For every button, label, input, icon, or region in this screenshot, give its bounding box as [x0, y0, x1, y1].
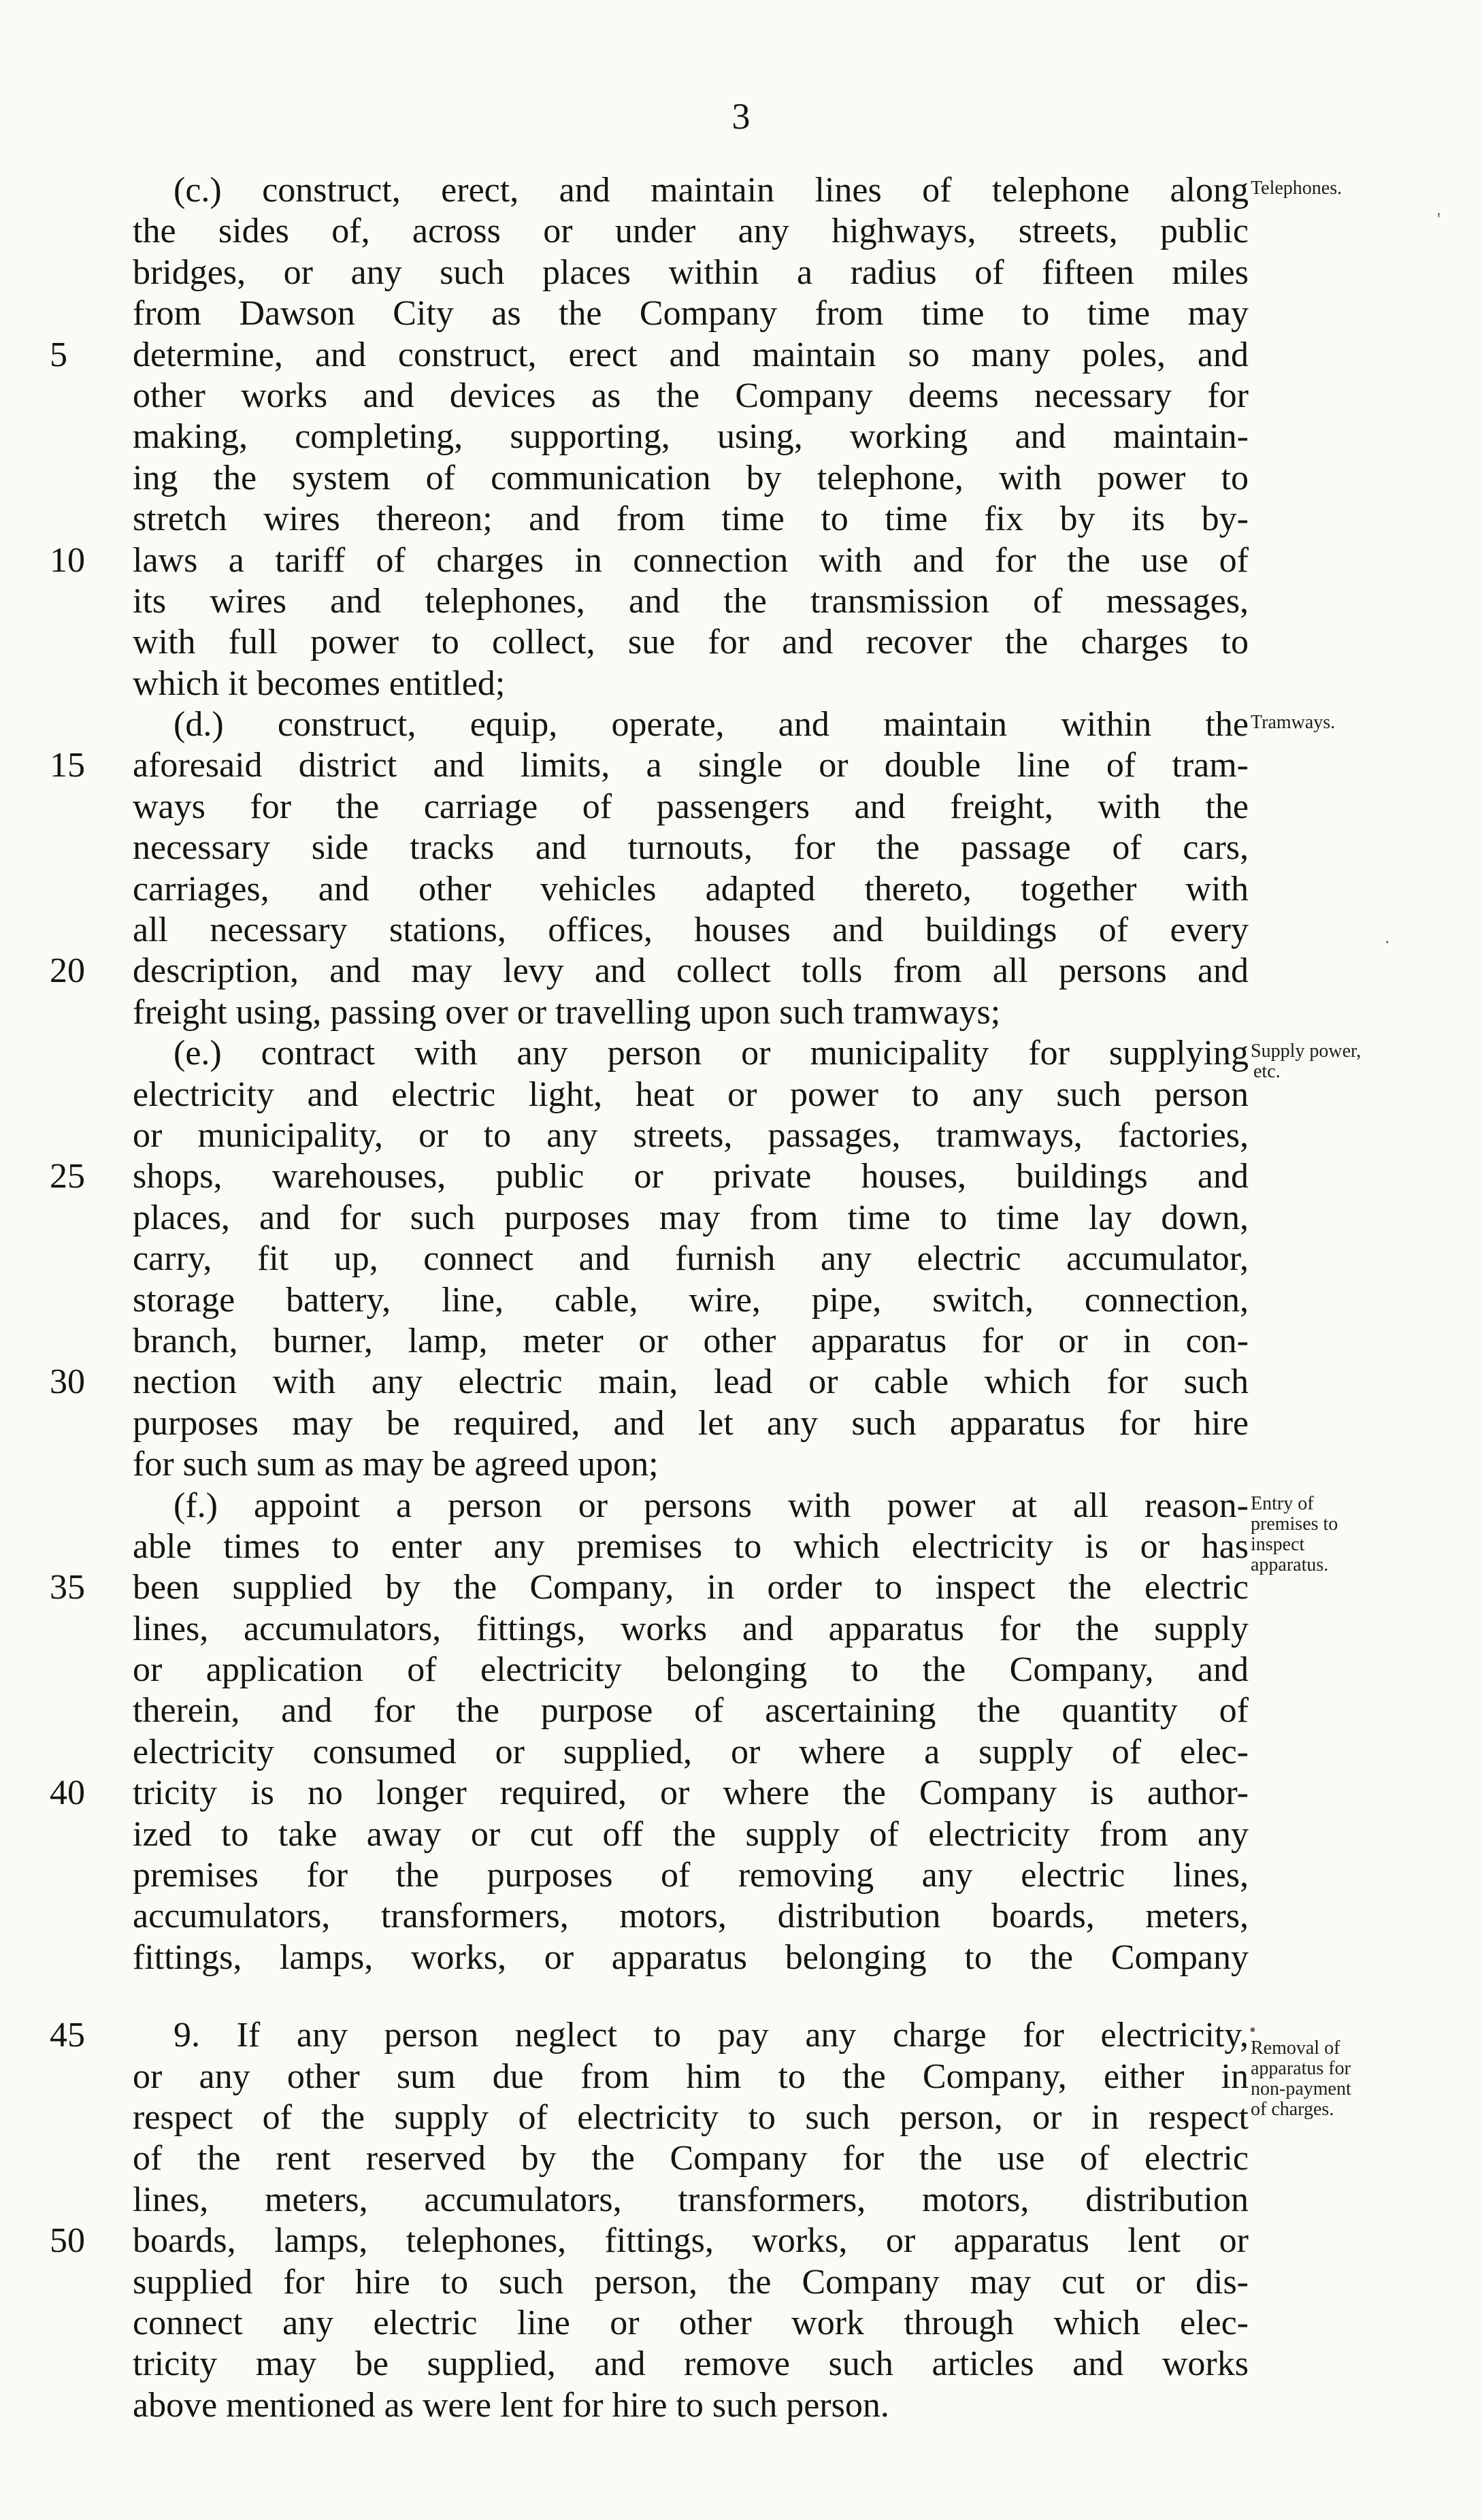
line-number: 10 [50, 540, 85, 580]
line-text: (e.) contract with any person or municipality for supplying [174, 1034, 1249, 1073]
margin-note-line: Entry of [1251, 1493, 1314, 1514]
line-number: 25 [50, 1157, 85, 1196]
text-line [133, 910, 1249, 951]
text-line [133, 992, 1249, 1033]
line-text: or any other sum due from him to the Company, either in [133, 2057, 1249, 2096]
text-line [133, 1033, 1249, 1074]
line-text: carry, fit up, connect and furnish any electric accumulator, [133, 1239, 1249, 1279]
text-line [50, 1567, 1249, 1608]
section-gap [133, 1978, 1249, 2015]
text-line [133, 622, 1249, 663]
text-line [133, 1896, 1249, 1937]
line-text: all necessary stations, offices, houses and buildings of every [133, 911, 1249, 950]
text-line [133, 1075, 1249, 1115]
text-line [133, 664, 1249, 704]
line-text: description, and may levy and collect tolls from all persons and [133, 951, 1249, 991]
text-line [133, 869, 1249, 910]
text-line [133, 1855, 1249, 1896]
print-speck: • [1249, 2020, 1256, 2041]
text-line [133, 1403, 1249, 1444]
margin-note-line: apparatus for [1251, 2058, 1351, 2079]
text-line [133, 170, 1249, 211]
line-text: electricity and electric light, heat or power to any such person [133, 1075, 1249, 1114]
line-text: above mentioned as were lent for hire to such person. [133, 2385, 889, 2425]
line-text: the sides of, across or under any highways, streets, public [133, 212, 1249, 251]
line-number: 35 [50, 1568, 85, 1607]
text-line [50, 1156, 1249, 1197]
line-text: accumulators, transformers, motors, distribution boards, meters, [133, 1897, 1249, 1936]
line-text: freight using, passing over or travelling upon such tramways; [133, 992, 1001, 1032]
text-line [133, 416, 1249, 457]
line-text: which it becomes entitled; [133, 664, 506, 703]
line-text: branch, burner, lamp, meter or other apparatus for or in con- [133, 1321, 1249, 1360]
text-line [133, 1937, 1249, 1978]
line-text: purposes may be required, and let any such apparatus for hire [133, 1403, 1249, 1443]
text-line [133, 1198, 1249, 1239]
line-text: carriages, and other vehicles adapted thereto, together with [133, 869, 1249, 909]
line-number: 20 [50, 951, 85, 991]
line-text: (c.) construct, erect, and maintain lines of telephone along [174, 171, 1249, 210]
margin-note-line: of charges. [1251, 2099, 1334, 2120]
line-text: tricity may be supplied, and remove such articles and works [133, 2344, 1249, 2384]
line-text: storage battery, line, cable, wire, pipe, switch, connection, [133, 1280, 1249, 1320]
line-text: connect any electric line or other work through which elec- [133, 2303, 1249, 2342]
margin-note-line: Supply power, [1251, 1041, 1362, 1062]
text-line [133, 1609, 1249, 1650]
margin-note-line: premises to [1251, 1513, 1338, 1535]
line-number: 50 [50, 2221, 85, 2261]
line-text: shops, warehouses, public or private houses, buildings and [133, 1157, 1249, 1196]
line-text: for such sum as may be agreed upon; [133, 1445, 659, 1484]
margin-note-telephones [1251, 178, 1342, 199]
line-text: fittings, lamps, works, or apparatus belonging to the Company [133, 1937, 1249, 1977]
line-text: electricity consumed or supplied, or where a supply of elec- [133, 1732, 1249, 1771]
text-line [133, 2057, 1249, 2097]
text-line [133, 2180, 1249, 2221]
text-line [133, 2385, 1249, 2426]
text-line [133, 2303, 1249, 2344]
text-line [133, 1650, 1249, 1690]
text-line [50, 2015, 1249, 2056]
margin-note-line: Tramways. [1251, 712, 1336, 733]
margin-note-removal-of-apparatus [1251, 2038, 1351, 2120]
margin-note-entry-of-premises [1251, 1494, 1338, 1575]
line-text: or municipality, or to any streets, passages, tramways, factories, [133, 1115, 1249, 1155]
line-text: been supplied by the Company, in order to inspect the electric [133, 1568, 1249, 1607]
line-text: nection with any electric main, lead or cable which for such [133, 1362, 1249, 1402]
margin-note-line: inspect [1251, 1534, 1305, 1555]
line-text: (f.) appoint a person or persons with power at all reason- [174, 1486, 1249, 1525]
line-number: 30 [50, 1362, 85, 1402]
text-line [133, 1814, 1249, 1855]
line-text: its wires and telephones, and the transmission of messages, [133, 581, 1249, 621]
line-text: ing the system of communication by telephone, with power to [133, 458, 1249, 497]
body-text [50, 170, 1249, 2426]
line-text: necessary side tracks and turnouts, for the passage of cars, [133, 828, 1249, 868]
text-line [133, 1732, 1249, 1773]
line-text: lines, accumulators, fittings, works and apparatus for the supply [133, 1609, 1249, 1648]
margin-note-tramways [1251, 713, 1335, 733]
line-text: bridges, or any such places within a radius of fifteen miles [133, 252, 1249, 292]
line-text: laws a tariff of charges in connection with and for the use of [133, 540, 1249, 580]
text-line [50, 951, 1249, 992]
text-line [50, 335, 1249, 376]
text-line [50, 745, 1249, 786]
text-line [133, 2344, 1249, 2385]
line-text: making, completing, supporting, using, working and maintain- [133, 417, 1249, 457]
text-line [133, 1280, 1249, 1321]
text-line [133, 1486, 1249, 1526]
line-text: determine, and construct, erect and maintain so many poles, and [133, 335, 1249, 374]
print-speck: · [1384, 932, 1391, 953]
line-text: with full power to collect, sue for and recover the charges to [133, 623, 1249, 662]
margin-note-line: etc. [1253, 1061, 1281, 1082]
line-text: or application of electricity belonging to the Company, and [133, 1650, 1249, 1690]
text-line [133, 1526, 1249, 1567]
line-number: 15 [50, 746, 85, 785]
text-line [133, 1690, 1249, 1731]
text-line [133, 787, 1249, 828]
text-line [133, 252, 1249, 293]
line-text: lines, meters, accumulators, transformers, motors, distribution [133, 2180, 1249, 2219]
line-text: from Dawson City as the Company from time to time may [133, 294, 1249, 333]
line-number: 45 [50, 2016, 85, 2055]
line-text: respect of the supply of electricity to such person, or in respect [133, 2097, 1249, 2137]
text-line [50, 1773, 1249, 1814]
line-text: ways for the carriage of passengers and freight, with the [133, 787, 1249, 826]
margin-note-line: non-payment [1251, 2078, 1351, 2099]
margin-note-line: Telephones. [1251, 178, 1343, 199]
line-number: 40 [50, 1773, 85, 1813]
text-line [133, 293, 1249, 334]
margin-note-line: Removal of [1251, 2038, 1340, 2059]
text-line [50, 540, 1249, 581]
text-line [50, 2221, 1249, 2261]
text-line [133, 2262, 1249, 2303]
line-text: 9. If any person neglect to pay any charge for electricity, [174, 2016, 1249, 2055]
text-line [133, 2097, 1249, 2138]
line-text: (d.) construct, equip, operate, and maintain within the [174, 705, 1249, 744]
text-line [133, 704, 1249, 745]
page-number: 3 [731, 96, 751, 137]
margin-note-line: apparatus. [1251, 1554, 1329, 1575]
text-line [133, 1321, 1249, 1362]
line-text: boards, lamps, telephones, fittings, works, or apparatus lent or [133, 2221, 1249, 2261]
text-line [133, 1444, 1249, 1485]
text-line [133, 581, 1249, 622]
margin-note-supply-power [1251, 1041, 1361, 1082]
line-text: tricity is no longer required, or where the Company is author- [133, 1773, 1249, 1813]
line-text: premises for the purposes of removing any electric lines, [133, 1856, 1249, 1895]
text-line [133, 828, 1249, 868]
text-line [133, 1115, 1249, 1156]
line-text: aforesaid district and limits, a single or double line of tram- [133, 746, 1249, 785]
print-speck: ' [1437, 210, 1441, 231]
text-line [50, 1362, 1249, 1403]
text-line [133, 1239, 1249, 1279]
line-text: supplied for hire to such person, the Company may cut or dis- [133, 2262, 1249, 2302]
text-line [133, 376, 1249, 416]
line-text: of the rent reserved by the Company for the use of electric [133, 2139, 1249, 2178]
line-text: therein, and for the purpose of ascertaining the quantity of [133, 1691, 1249, 1731]
line-text: other works and devices as the Company deems necessary for [133, 376, 1249, 415]
text-line [133, 499, 1249, 540]
line-text: places, and for such purposes may from time to time lay down, [133, 1198, 1249, 1237]
text-line [133, 458, 1249, 499]
line-number: 5 [50, 335, 67, 374]
line-text: ized to take away or cut off the supply of electricity from any [133, 1814, 1249, 1854]
line-text: able times to enter any premises to which electricity is or has [133, 1526, 1249, 1566]
text-line [133, 2138, 1249, 2179]
line-text: stretch wires thereon; and from time to time fix by its by- [133, 500, 1249, 539]
text-line [133, 211, 1249, 252]
